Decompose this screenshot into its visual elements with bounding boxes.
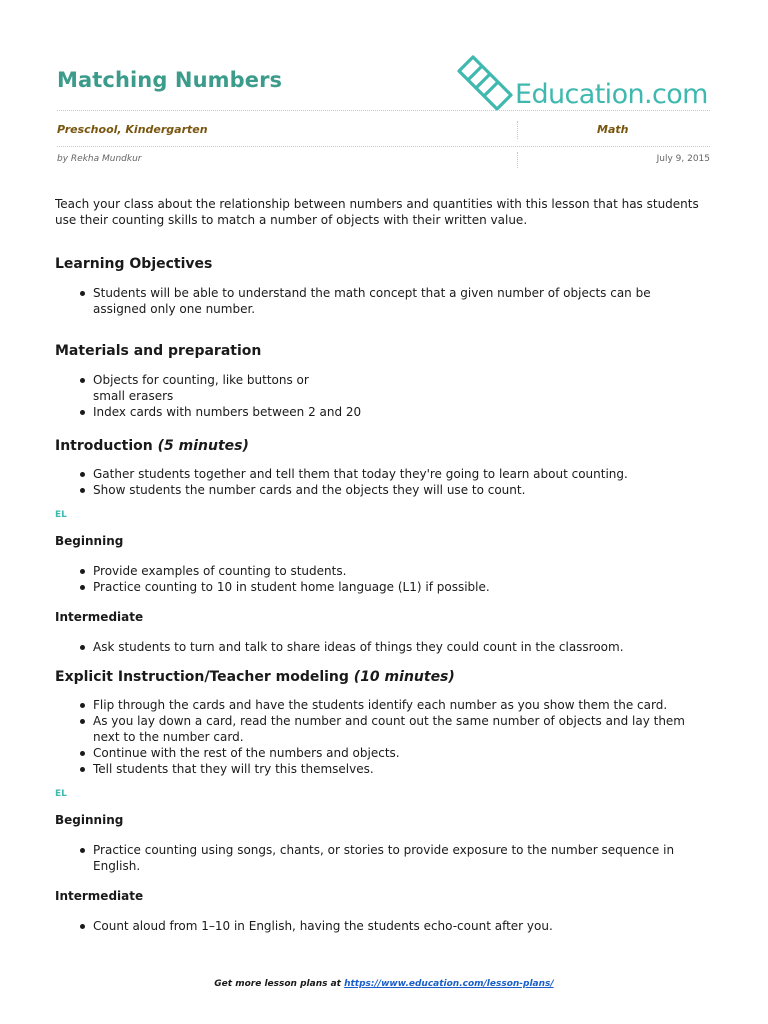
list-item: Continue with the rest of the numbers and objects. [55,745,715,761]
list-item: Practice counting using songs, chants, or stories to provide exposure to the number sequence in English. [55,842,715,874]
explicit-instruction-title: Explicit Instruction/Teacher modeling [55,669,349,685]
page-title: Matching Numbers [57,68,283,92]
intermediate-list [55,639,715,655]
explicit-instruction-heading [55,668,715,686]
list-item: Count aloud from 1–10 in English, having the students echo-count after you. [55,918,715,934]
meta-divider [517,121,518,139]
list-item: Objects for counting, like buttons or small erasers [55,372,343,404]
introduction-heading [55,437,715,455]
materials-heading: Materials and preparation [55,343,262,359]
list-item: Provide examples of counting to students. [55,563,715,579]
list-item: Index cards with numbers between 2 and 20 [55,404,715,420]
lesson-content [55,196,715,934]
footer [0,979,768,989]
header-divider [57,110,710,111]
subject-label: Math [597,123,629,136]
intro-paragraph: Teach your class about the relationship between numbers and quantities with this lesson that has students use their counting skills to match a number of objects with their written value. [55,197,699,227]
intermediate-heading: Intermediate [55,610,144,624]
beginning-list [55,842,715,874]
education-com-logo[interactable] [455,55,715,115]
intermediate-heading: Intermediate [55,889,144,903]
introduction-list [55,466,715,498]
publish-date: July 9, 2015 [656,154,710,164]
list-item: Tell students that they will try this themselves. [55,761,715,777]
logo-wordmark: Education.com [515,79,708,110]
beginning-heading: Beginning [55,813,124,827]
footer-prefix: Get more lesson plans at [214,979,345,989]
grade-levels: Preschool, Kindergarten [57,123,208,136]
list-item: Students will be able to understand the math concept that a given number of objects can be assigned only one number. [55,285,715,317]
explicit-instruction-duration: (10 minutes) [353,669,455,685]
beginning-list [55,563,715,595]
meta-divider-horizontal [57,146,710,147]
author-byline: by Rekha Mundkur [57,154,142,164]
list-item: Practice counting to 10 in student home language (L1) if possible. [55,579,715,595]
intermediate-list [55,918,715,934]
list-item: As you lay down a card, read the number and count out the same number of objects and lay them next to the number card. [55,713,715,745]
introduction-duration: (5 minutes) [157,438,249,454]
materials-list [55,372,715,420]
list-item: Show students the number cards and the objects they will use to count. [55,482,715,498]
pencil-logo-icon [455,55,515,113]
introduction-title: Introduction [55,438,153,454]
beginning-heading: Beginning [55,534,124,548]
date-divider [517,152,518,168]
list-item: Gather students together and tell them that today they're going to learn about counting. [55,466,715,482]
list-item: Ask students to turn and talk to share ideas of things they could count in the classroom. [55,639,715,655]
el-tag: EL [55,789,67,799]
lesson-plans-link[interactable]: https://www.education.com/lesson-plans/ [344,979,554,989]
learning-objectives-heading: Learning Objectives [55,256,213,272]
explicit-instruction-list [55,697,715,777]
learning-objectives-list [55,285,715,317]
el-tag: EL [55,510,67,520]
list-item: Flip through the cards and have the students identify each number as you show them the card. [55,697,715,713]
